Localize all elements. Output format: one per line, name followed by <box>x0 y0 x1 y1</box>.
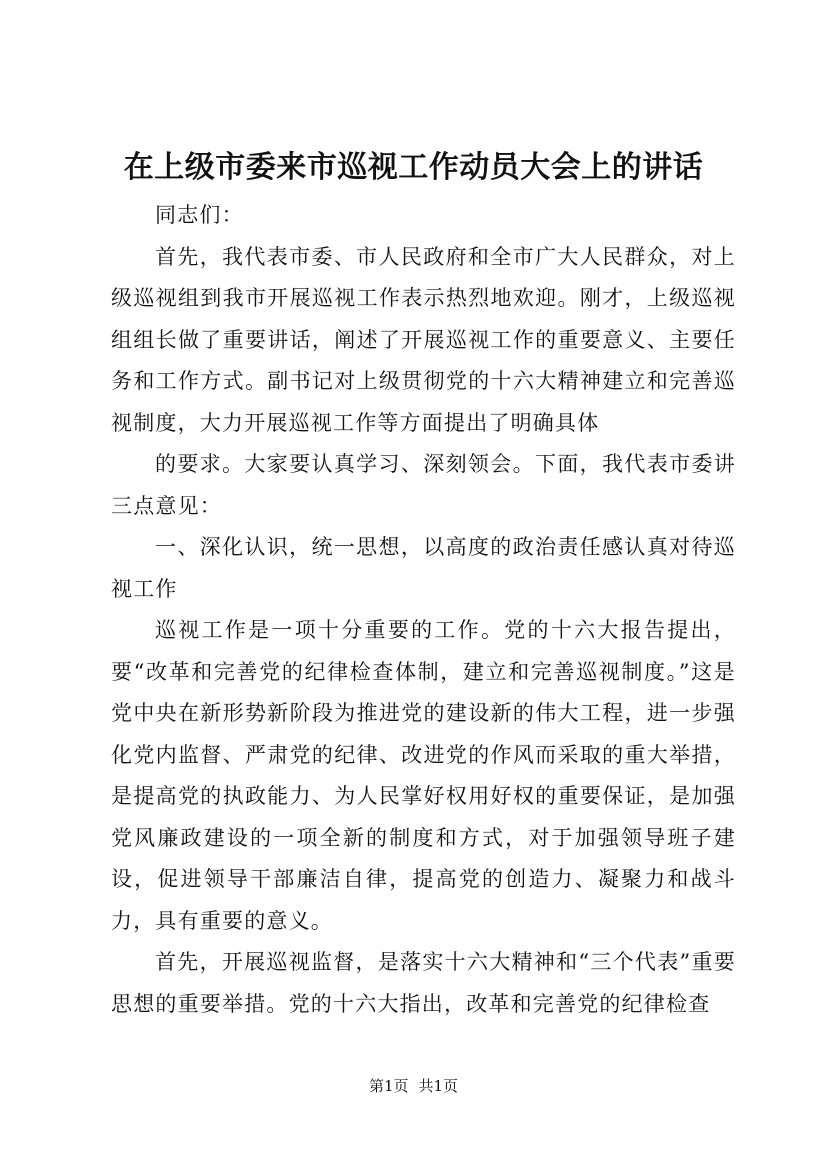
paragraph-requirements: 的要求。大家要认真学习、深刻领会。下面，我代表市委讲三点意见： <box>111 452 736 518</box>
page-number-current: 第1页 <box>368 1077 409 1095</box>
page-number-total: 共1页 <box>418 1077 459 1095</box>
paragraph-importance: 巡视工作是一项十分重要的工作。党的十六大报告提出，要“改革和完善党的纪律检查体制，建立和完善巡视制度。”这是党中央在新形势新阶段为推进党的建设新的伟大工程，进一步强化党内监督、严肃党的纪律、改进党的作风而采取的重大举措，是提高党的执政能力、为人民掌好权用好权的重要保证，是加强党风廉政建设的一项全新的制度和方式，对于加强领导班子建设，促进领导干部廉洁自律，提高党的创造力、凝聚力和战斗力，具有重要的意义。 <box>111 618 736 933</box>
paragraph-first-point: 首先，开展巡视监督，是落实十六大精神和“三个代表”重要思想的重要举措。党的十六大指出，改革和完善党的纪律检查 <box>111 950 736 1016</box>
paragraph-salutation: 同志们： <box>155 203 244 227</box>
page-footer <box>0 1076 827 1096</box>
paragraph-welcome: 首先，我代表市委、市人民政府和全市广大人民群众，对上级巡视组到我市开展巡视工作表示热烈地欢迎。刚才，上级巡视组组长做了重要讲话，阐述了开展巡视工作的重要意义、主要任务和工作方式。副书记对上级贯彻党的十六大精神建立和完善巡视制度，大力开展巡视工作等方面提出了明确具体 <box>111 244 736 435</box>
section-heading-1: 一、深化认识，统一思想，以高度的政治责任感认真对待巡视工作 <box>111 535 736 601</box>
document-body <box>111 195 736 1025</box>
document-title: 在上级市委来市巡视工作动员大会上的讲话 <box>123 150 704 185</box>
